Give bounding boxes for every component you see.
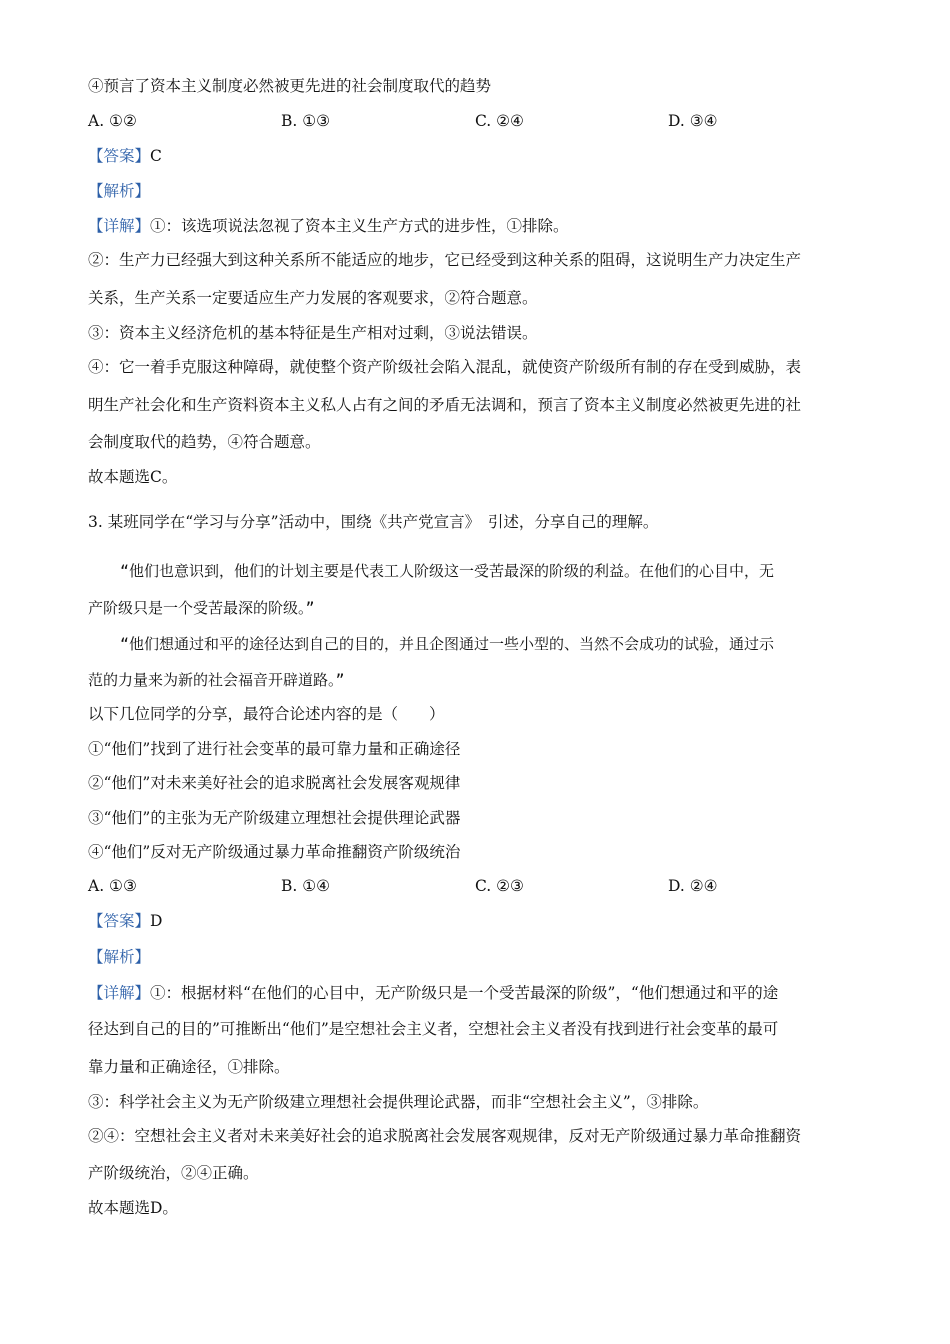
q3-choice-d: D. ②④ bbox=[668, 877, 718, 895]
q3-detail-1-line-2: 径达到自己的目的”可推断出“他们”是空想社会主义者，空想社会主义者没有找到进行社会变革的最可 bbox=[88, 1020, 779, 1038]
q2-choice-c: C. ②④ bbox=[475, 112, 524, 130]
q2-detail-4-line-1: ④：它一着手克服这种障碍，就使整个资产阶级社会陷入混乱，就使资产阶级所有制的存在受到威胁，表 bbox=[88, 358, 802, 376]
q3-analysis-tag: 【解析】 bbox=[88, 948, 151, 966]
q2-detail-4-line-3: 会制度取代的趋势，④符合题意。 bbox=[88, 433, 321, 451]
answer-tag: 【答案】 bbox=[88, 147, 151, 165]
detail-text: ①：根据材料“在他们的心目中，无产阶级只是一个受苦最深的阶级”，“他们想通过和平的途 bbox=[150, 984, 779, 1002]
q2-answer bbox=[88, 146, 162, 166]
q3-choice-c: C. ②③ bbox=[475, 877, 524, 895]
q2-detail-2-line-2: 关系，生产关系一定要适应生产力发展的客观要求，②符合题意。 bbox=[88, 289, 538, 307]
detail-tag: 【详解】 bbox=[88, 217, 151, 235]
q2-detail-2-line-1: ②：生产力已经强大到这种关系所不能适应的地步，它已经受到这种关系的阻碍，这说明生产力决定生产 bbox=[88, 251, 802, 269]
q2-conclusion: 故本题选C。 bbox=[88, 468, 178, 486]
q2-detail-3: ③：资本主义经济危机的基本特征是生产相对过剩，③说法错误。 bbox=[88, 324, 538, 342]
q2-detail-first bbox=[88, 216, 569, 236]
q3-answer bbox=[88, 911, 162, 931]
q3-option-2: ②“他们”对未来美好社会的追求脱离社会发展客观规律 bbox=[88, 774, 461, 792]
answer-value: D bbox=[150, 912, 163, 930]
q3-choice-b: B. ①④ bbox=[281, 877, 331, 895]
q2-choice-b: B. ①③ bbox=[281, 112, 331, 130]
q2-choice-d: D. ③④ bbox=[668, 112, 718, 130]
q2-detail-4-line-2: 明生产社会化和生产资料资本主义私人占有之间的矛盾无法调和，预言了资本主义制度必然被更先进的社 bbox=[88, 396, 802, 414]
q3-quote-2-line-1: “他们想通过和平的途径达到自己的目的，并且企图通过一些小型的、当然不会成功的试验，通过示 bbox=[120, 635, 775, 653]
q3-quote-1-line-1: “他们也意识到，他们的计划主要是代表工人阶级这一受苦最深的阶级的利益。在他们的心目中，无 bbox=[120, 562, 775, 580]
q3-prompt: 以下几位同学的分享，最符合论述内容的是（ ） bbox=[88, 705, 445, 723]
q3-detail-1-line-3: 靠力量和正确途径，①排除。 bbox=[88, 1058, 290, 1076]
q3-quote-1-line-2: 产阶级只是一个受苦最深的阶级。” bbox=[88, 599, 315, 617]
q3-option-3: ③“他们”的主张为无产阶级建立理想社会提供理论武器 bbox=[88, 809, 461, 827]
detail-text: ①：该选项说法忽视了资本主义生产方式的进步性，①排除。 bbox=[150, 217, 569, 235]
q3-option-4: ④“他们”反对无产阶级通过暴力革命推翻资产阶级统治 bbox=[88, 843, 461, 861]
q3-detail-24-line-2: 产阶级统治，②④正确。 bbox=[88, 1164, 259, 1182]
q2-choice-a: A. ①② bbox=[88, 112, 137, 130]
q2-analysis-tag: 【解析】 bbox=[88, 182, 151, 200]
q3-detail-1-line-1 bbox=[88, 983, 778, 1003]
answer-tag: 【答案】 bbox=[88, 912, 151, 930]
q3-choice-a: A. ①③ bbox=[88, 877, 137, 895]
q3-option-1: ①“他们”找到了进行社会变革的最可靠力量和正确途径 bbox=[88, 740, 461, 758]
q3-detail-24-line-1: ②④：空想社会主义者对未来美好社会的追求脱离社会发展客观规律，反对无产阶级通过暴力革命推翻资 bbox=[88, 1127, 802, 1145]
q2-option-4: ④预言了资本主义制度必然被更先进的社会制度取代的趋势 bbox=[88, 77, 492, 95]
answer-value: C bbox=[150, 147, 162, 165]
q3-conclusion: 故本题选D。 bbox=[88, 1199, 178, 1217]
q3-quote-2-line-2: 范的力量来为新的社会福音开辟道路。” bbox=[88, 671, 345, 689]
detail-tag: 【详解】 bbox=[88, 984, 151, 1002]
q3-detail-3: ③：科学社会主义为无产阶级建立理想社会提供理论武器，而非“空想社会主义”，③排除。 bbox=[88, 1093, 709, 1111]
q3-stem: 3. 某班同学在“学习与分享”活动中，围绕《共产党宣言》 引述，分享自己的理解。 bbox=[88, 513, 659, 531]
